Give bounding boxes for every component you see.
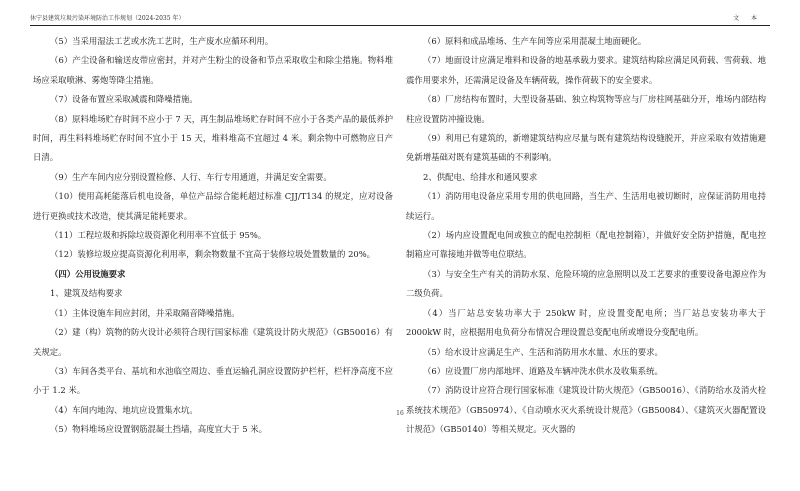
paragraph: （7）设备布置应采取减震和降噪措施。	[50, 94, 198, 105]
paragraph: （11）工程垃圾和拆除垃圾资源化利用率不宜低于 95%。	[50, 230, 267, 241]
paragraph: （7）消防设计应符合现行国家标准《建筑设计防火规范》（GB50016）、《消防给水及消火栓系统技术规范》（GB50974）、《自动喷水灭火系统设计规范》（GB50084）、《建筑灭火器配置设计规范》（GB50140）等相关规定。灭火器的	[406, 385, 766, 435]
paragraph: （8）厂房结构布置时，大型设备基础、独立构筑物等应与厂房柱网基础分开，堆场内部结构柱应设置防冲撞设施。	[406, 94, 766, 124]
page-number: 16	[396, 410, 404, 417]
page-header	[30, 10, 770, 24]
paragraph: （6）产尘设备和输送皮带应密封，并对产生粉尘的设备和节点采取收尘和除尘措施。物料堆场应采取喷淋、雾炮等降尘措施。	[33, 55, 393, 85]
paragraph: （10）使用高耗能落后机电设备，单位产品综合能耗超过标准 CJJ/T134 的规定，应对设备进行更换或技术改造，使其满足能耗要求。	[33, 191, 393, 221]
right-column	[406, 32, 766, 440]
paragraph: （12）装修垃圾应提高资源化利用率，剩余物数量不宜高于装修垃圾处置数量的 20%。	[50, 249, 376, 260]
paragraph: （5）当采用湿法工艺或水洗工艺时，生产废水应循环利用。	[50, 36, 274, 46]
paragraph: （2）场内应设置配电间或独立的配电控制柜（配电控制箱），并做好安全防护措施，配电控制箱应可靠接地并做等电位联结。	[406, 230, 766, 260]
paragraph: 1、建筑及结构要求	[50, 288, 123, 299]
paragraph: （1）消防用电设备应采用专用的供电回路，当生产、生活用电被切断时，应保证消防用电持续运行。	[406, 191, 766, 221]
header-title: 休宁县建筑垃圾污染环境防治工作规划（2024-2035 年）	[30, 15, 185, 22]
paragraph: （3）车间各类平台、基坑和水池临空周边、垂直运输孔洞应设置防护栏杆，栏杆净高度不应小于 1.2 米。	[33, 365, 393, 396]
paragraph: （9）利用已有建筑的，新增建筑结构应尽量与既有建筑结构设缝脱开，并应采取有效措施避免新增基础对既有建筑基础的不利影响。	[406, 133, 766, 163]
paragraph: 2、供配电、给排水和通风要求	[423, 171, 538, 182]
paragraph: （8）原料堆场贮存时间不应小于 7 天，再生制品堆场贮存时间不应小于各类产品的最低养护时间，再生料料堆场贮存时间不宜小于 15 天，堆料堆高不宜超过 4 米。剩余物中可燃物应日产日清。	[33, 113, 393, 163]
paragraph: （6）原料和成品堆场、生产车间等应采用混凝土地面硬化。	[423, 36, 647, 46]
paragraph: （7）地面设计应满足堆料和设备的地基承载力要求。建筑结构除应满足风荷载、雪荷载、地震作用要求外，还需满足设备及车辆荷载，操作荷载下的安全要求。	[406, 55, 766, 85]
paragraph: （9）生产车间内应分别设置检修、人行、车行专用通道，并满足安全需要。	[50, 171, 332, 182]
paragraph: （3）与安全生产有关的消防水泵、危险环境的应急照明以及工艺要求的重要设备电源应作为二级负荷。	[406, 268, 766, 299]
paragraph: （6）应设置厂房内部地坪、道路及车辆冲洗水供水及收集系统。	[423, 365, 663, 376]
left-column	[33, 32, 393, 440]
section-heading: （四）公用设施要求	[50, 268, 126, 279]
paragraph: （5）给水设计应满足生产、生活和消防用水水量、水压的要求。	[423, 346, 663, 357]
paragraph: （1）主体设施车间应封闭，并采取隔音降噪措施。	[50, 307, 240, 318]
header-doc-type: 文 本	[733, 15, 762, 22]
paragraph: （5）物料堆场应设置钢筋混凝土挡墙，高度宜大于 5 米。	[50, 424, 267, 435]
paragraph: （4）车间内地沟、地坑应设置集水坑。	[50, 404, 198, 415]
paragraph: （2）建（构）筑物的防火设计必须符合现行国家标准《建筑设计防火规范》（GB50016）有关规定。	[33, 327, 393, 357]
header-rule	[30, 25, 770, 26]
paragraph: （4）当厂站总安装功率大于 250kW 时，应设置变配电所；当厂站总安装功率大于 2000kW 时，应根据用电负荷分布情况合理设置总变配电所或增设分变配电所。	[406, 307, 766, 338]
